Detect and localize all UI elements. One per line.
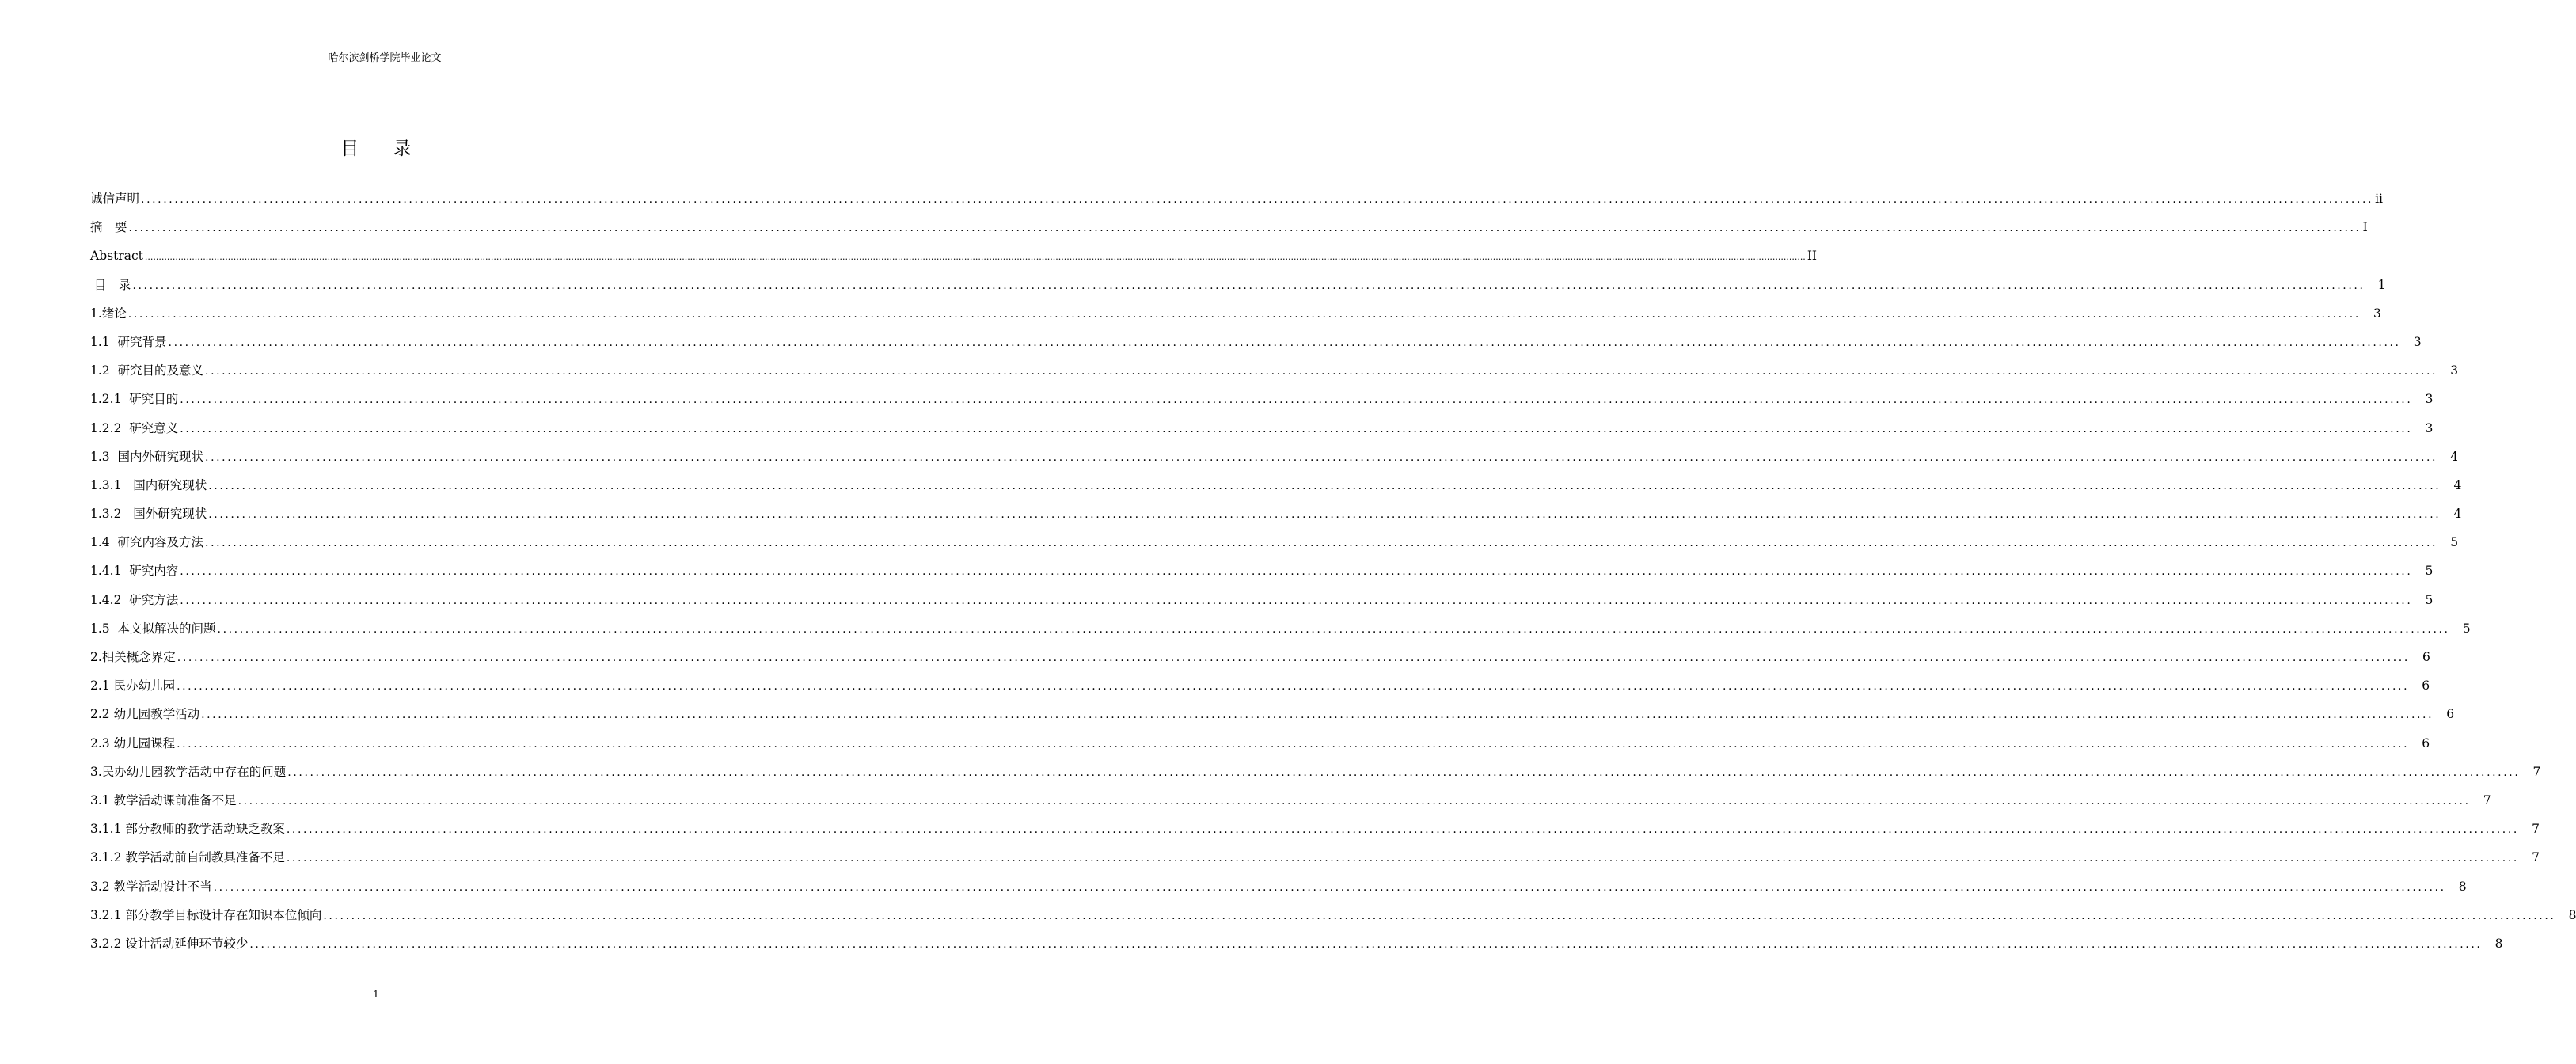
page-footer (0, 989, 752, 1000)
toc-entry[interactable] (90, 792, 2491, 820)
toc-entry[interactable] (90, 218, 2368, 247)
toc-entry-label: 1.2 研究目的及意义 (90, 363, 204, 378)
toc-entry-page: 1 (2377, 277, 2386, 292)
toc-leader-dots: ................................................................................................................................................................................................................................................................................................................................................................................................................ (205, 365, 2438, 378)
toc-entry-page: 7 (2532, 764, 2541, 779)
toc-entry-label: 3.2.2 设计活动延伸环节较少 (90, 936, 249, 951)
toc-leader-dots: ................................................................................................................................................................................................................................................................................................................................................................................................................ (217, 622, 2450, 636)
toc-entry-label: 1.绪论 (90, 306, 127, 321)
toc-leader-dots: ................................................................................................................................................................................................................................................................................................................................................................................................................ (180, 422, 2413, 435)
toc-leader-dots: ........................................................................................................................................................................................................................................................................................................................................................................................................................................................................................................................................................................................................................ (144, 252, 1806, 263)
toc-entry-page: 6 (2422, 650, 2430, 664)
toc-leader-dots: ................................................................................................................................................................................................................................................................................................................................................................................................................ (141, 193, 2374, 206)
toc-entry[interactable] (90, 648, 2430, 677)
toc-leader-dots: ................................................................................................................................................................................................................................................................................................................................................................................................................ (180, 393, 2413, 407)
toc-entry[interactable] (90, 878, 2467, 906)
toc-entry[interactable] (90, 935, 2503, 963)
table-of-contents (90, 190, 2576, 963)
toc-entry-page: II (1807, 249, 1818, 264)
toc-leader-dots: ................................................................................................................................................................................................................................................................................................................................................................................................................ (287, 766, 2521, 779)
toc-entry-label: 1.2.2 研究意义 (90, 420, 179, 435)
toc-entry-label: 1.5 本文拟解决的问题 (90, 621, 216, 636)
toc-entry-label: 2.3 幼儿园课程 (90, 735, 176, 750)
page-header (89, 52, 680, 70)
toc-entry-page: 5 (2425, 592, 2434, 607)
toc-leader-dots: ................................................................................................................................................................................................................................................................................................................................................................................................................ (177, 680, 2410, 694)
toc-entry[interactable] (90, 591, 2434, 620)
toc-entry-label: 3.1.2 教学活动前自制教具准备不足 (90, 850, 285, 865)
toc-entry-label: 1.1 研究背景 (90, 334, 167, 349)
toc-leader-dots: ................................................................................................................................................................................................................................................................................................................................................................................................................ (132, 279, 2365, 292)
toc-entry[interactable] (90, 906, 2576, 935)
toc-leader-dots: ................................................................................................................................................................................................................................................................................................................................................................................................................ (208, 508, 2441, 522)
toc-entry[interactable] (90, 820, 2540, 849)
toc-leader-dots: ................................................................................................................................................................................................................................................................................................................................................................................................................ (208, 479, 2441, 492)
toc-entry-page: 5 (2450, 535, 2459, 550)
toc-leader-dots: ................................................................................................................................................................................................................................................................................................................................................................................................................ (180, 565, 2413, 579)
toc-entry-label: 摘 要 (90, 220, 127, 235)
header-text: 哈尔滨剑桥学院毕业论文 (328, 52, 442, 64)
toc-leader-dots: ................................................................................................................................................................................................................................................................................................................................................................................................................ (205, 537, 2438, 550)
page-title: 目 录 (340, 139, 426, 159)
toc-entry-label: 1.4 研究内容及方法 (90, 535, 204, 550)
toc-entry-label: 3.2.1 部分教学目标设计存在知识本位倾向 (90, 907, 322, 922)
toc-entry[interactable] (90, 420, 2434, 448)
toc-entry[interactable] (90, 735, 2430, 763)
page-number: 1 (373, 989, 379, 1000)
toc-entry-label: 1.3.2 国外研究现状 (90, 507, 207, 522)
toc-entry-page: 8 (2458, 879, 2467, 894)
toc-entry[interactable] (90, 763, 2541, 792)
toc-entry-label: 3.民办幼儿园教学活动中存在的问题 (90, 764, 287, 779)
toc-entry-page: 3 (2425, 420, 2434, 435)
toc-entry-label: 1.3.1 国内研究现状 (90, 477, 207, 492)
toc-leader-dots: ................................................................................................................................................................................................................................................................................................................................................................................................................ (127, 307, 2361, 321)
toc-entry-page: 3 (2413, 334, 2422, 349)
toc-entry-label: 3.2 教学活动设计不当 (90, 879, 212, 894)
toc-entry-page: 3 (2450, 363, 2459, 378)
toc-entry[interactable] (90, 390, 2434, 419)
toc-entry-page: 3 (2425, 392, 2434, 407)
toc-entry[interactable] (90, 677, 2430, 705)
toc-entry[interactable] (90, 305, 2381, 333)
toc-leader-dots: ................................................................................................................................................................................................................................................................................................................................................................................................................ (180, 594, 2413, 607)
toc-entry-page: 7 (2532, 822, 2540, 837)
toc-entry-label: 2.相关概念界定 (90, 650, 176, 664)
toc-entry-label: 3.1.1 部分教师的教学活动缺乏教案 (90, 822, 285, 837)
toc-entry-page: 4 (2450, 449, 2459, 464)
toc-entry[interactable] (90, 705, 2455, 734)
toc-entry-page: 5 (2462, 621, 2471, 636)
toc-entry[interactable] (90, 362, 2459, 390)
toc-entry-label: Abstract (90, 249, 143, 264)
toc-entry-page: 3 (2373, 306, 2381, 321)
toc-entry-label: 目 录 (90, 277, 131, 292)
toc-leader-dots: ................................................................................................................................................................................................................................................................................................................................................................................................................ (201, 709, 2434, 722)
toc-entry-page: 5 (2425, 564, 2434, 579)
toc-entry-page: I (2362, 220, 2368, 235)
toc-leader-dots: ................................................................................................................................................................................................................................................................................................................................................................................................................ (323, 909, 2556, 922)
toc-leader-dots: ................................................................................................................................................................................................................................................................................................................................................................................................................ (286, 823, 2519, 837)
toc-leader-dots: ................................................................................................................................................................................................................................................................................................................................................................................................................ (168, 336, 2401, 349)
toc-entry-label: 1.2.1 研究目的 (90, 392, 179, 407)
toc-entry-label: 2.2 幼儿园教学活动 (90, 707, 200, 722)
toc-entry[interactable] (90, 620, 2471, 648)
toc-entry[interactable] (90, 477, 2462, 505)
toc-entry[interactable] (90, 448, 2459, 477)
toc-entry[interactable] (90, 534, 2459, 562)
toc-entry-label: 3.1 教学活动课前准备不足 (90, 792, 237, 808)
toc-entry-page: 6 (2422, 678, 2430, 694)
toc-entry-page: 7 (2483, 792, 2491, 808)
toc-entry-page: 8 (2494, 936, 2503, 951)
toc-entry-label: 1.3 国内外研究现状 (90, 449, 204, 464)
toc-entry-label: 1.4.2 研究方法 (90, 592, 179, 607)
toc-entry[interactable] (90, 562, 2434, 591)
toc-leader-dots: ................................................................................................................................................................................................................................................................................................................................................................................................................ (177, 652, 2410, 664)
toc-entry-label: 诚信声明 (90, 192, 140, 206)
toc-entry[interactable] (90, 276, 2386, 305)
toc-leader-dots: ................................................................................................................................................................................................................................................................................................................................................................................................................ (128, 222, 2361, 235)
toc-entry-page: 4 (2453, 507, 2462, 522)
toc-entry-page: 6 (2446, 707, 2455, 722)
toc-entry-page: 7 (2532, 850, 2540, 865)
toc-leader-dots: ................................................................................................................................................................................................................................................................................................................................................................................................................ (237, 794, 2471, 808)
toc-entry-page: 6 (2422, 735, 2430, 750)
toc-entry-page: 8 (2568, 907, 2576, 922)
toc-leader-dots: ................................................................................................................................................................................................................................................................................................................................................................................................................ (205, 450, 2438, 464)
toc-entry-label: 2.1 民办幼儿园 (90, 678, 176, 694)
toc-leader-dots: ................................................................................................................................................................................................................................................................................................................................................................................................................ (177, 737, 2410, 750)
toc-entry-page: 4 (2453, 477, 2462, 492)
toc-entry[interactable] (90, 505, 2462, 534)
toc-entry[interactable] (90, 190, 2384, 218)
toc-leader-dots: ................................................................................................................................................................................................................................................................................................................................................................................................................ (286, 852, 2519, 865)
toc-entry[interactable] (90, 849, 2540, 877)
toc-leader-dots: ................................................................................................................................................................................................................................................................................................................................................................................................................ (213, 880, 2446, 894)
toc-entry[interactable] (90, 247, 1818, 276)
toc-entry-page: ii (2375, 192, 2384, 206)
toc-entry-label: 1.4.1 研究内容 (90, 564, 179, 579)
toc-entry[interactable] (90, 333, 2422, 362)
toc-leader-dots: ................................................................................................................................................................................................................................................................................................................................................................................................................ (249, 937, 2483, 951)
